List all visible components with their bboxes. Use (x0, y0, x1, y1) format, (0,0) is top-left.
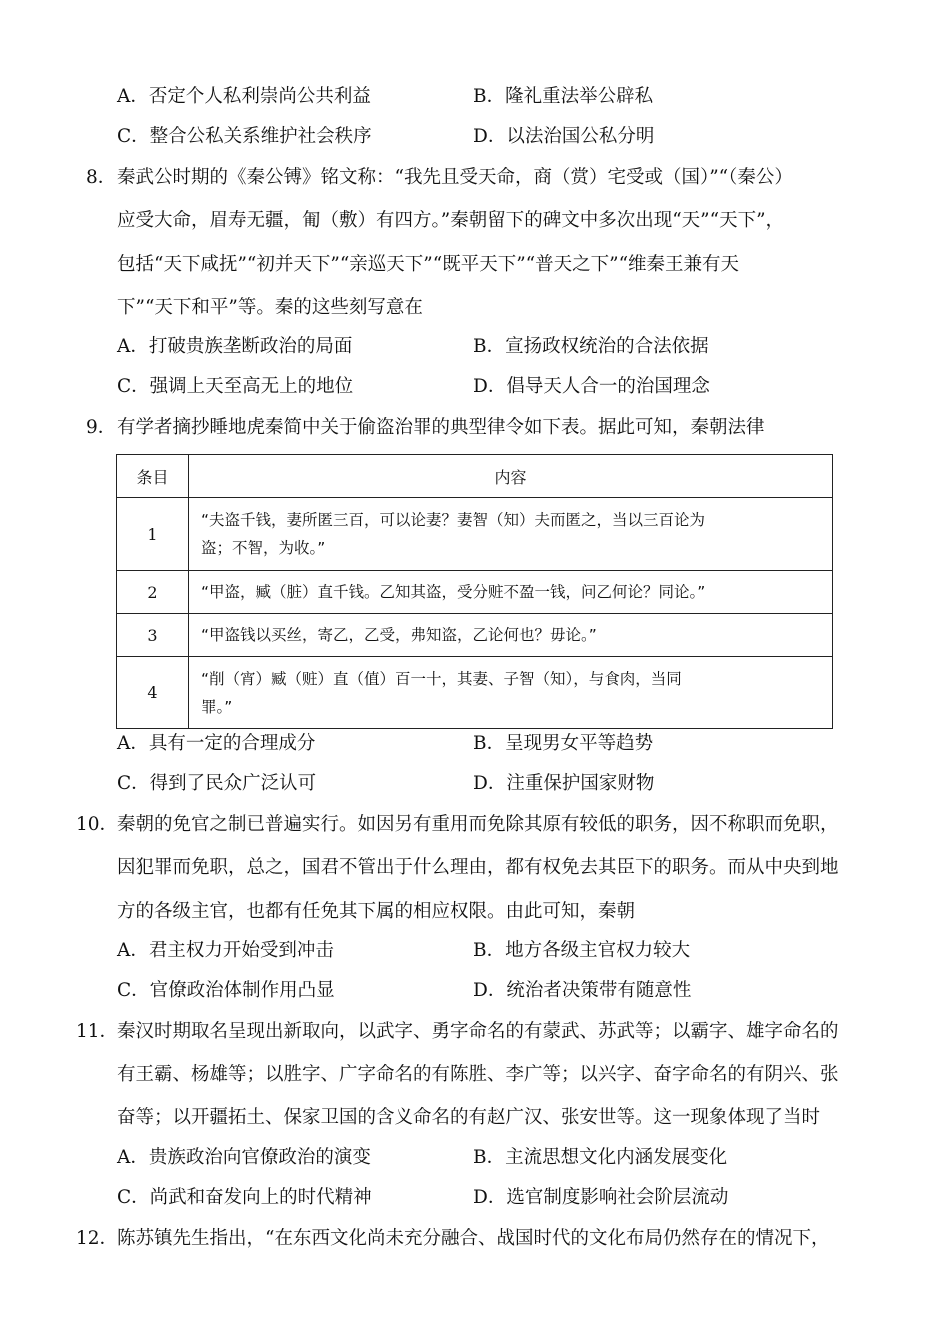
table-header-content: 内容 (189, 455, 833, 498)
q7-option-b: B．隆礼重法举公辟私 (473, 86, 654, 107)
q11-text-line: 秦汉时期取名呈现出新取向，以武字、勇字命名的有蒙武、苏武等；以霸字、雄字命名的 (117, 1021, 839, 1042)
q7-option-c: C．整合公私关系维护社会秩序 (117, 126, 372, 147)
q8-option-d: D．倡导天人合一的治国理念 (473, 376, 710, 397)
q10-text-line: 方的各级主官，也都有任免其下属的相应权限。由此可知，秦朝 (117, 901, 636, 922)
table-row (117, 614, 833, 657)
q8-text-line: 下”“天下和平”等。秦的这些刻写意在 (117, 297, 423, 318)
q8-text-line: 包括“天下咸抚”“初并天下”“亲巡天下”“既平天下”“普天之下”“维秦王兼有天 (117, 254, 740, 275)
table-header-item: 条目 (117, 455, 189, 498)
table-cell-num: 2 (117, 571, 189, 614)
q11-text-line: 奋等；以开疆拓土、保家卫国的含义命名的有赵广汉、张安世等。这一现象体现了当时 (117, 1107, 821, 1128)
q9-option-a: A．具有一定的合理成分 (117, 733, 316, 754)
table-header-row (117, 455, 833, 498)
q7-option-a: A．否定个人私利崇尚公共利益 (117, 86, 371, 107)
law-table (116, 454, 833, 729)
q12-text-line: 陈苏镇先生指出，“在东西文化尚未充分融合、战国时代的文化布局仍然存在的情况下， (117, 1228, 830, 1249)
table-row (117, 657, 833, 729)
q8-number: 8． (86, 167, 117, 188)
table-cell-content (189, 571, 833, 614)
q9-number: 9． (86, 417, 117, 438)
q12-number: 12． (76, 1228, 119, 1249)
q10-option-b: B．地方各级主官权力较大 (473, 940, 691, 961)
q10-option-c: C．官僚政治体制作用凸显 (117, 980, 335, 1001)
q8-option-a: A．打破贵族垄断政治的局面 (117, 336, 353, 357)
q10-number: 10． (76, 814, 119, 835)
table-cell-line: “甲盗，臧（脏）直千钱。乙知其盗，受分赃不盈一钱，问乙何论？同论。” (201, 583, 706, 601)
table-cell-line: “夫盗千钱，妻所匿三百，可以论妻？妻智（知）夫而匿之，当以三百论为 (201, 511, 706, 529)
q9-text-line: 有学者摘抄睡地虎秦简中关于偷盗治罪的典型律令如下表。据此可知，秦朝法律 (117, 417, 765, 438)
table-row (117, 498, 833, 571)
table-cell-num: 3 (117, 614, 189, 657)
q11-number: 11． (76, 1021, 119, 1042)
q10-option-d: D．统治者决策带有随意性 (473, 980, 692, 1001)
q8-option-c: C．强调上天至高无上的地位 (117, 376, 354, 397)
table-cell-line: “削（宵）臧（赃）直（值）百一十，其妻、子智（知），与食肉，当同 (201, 669, 682, 688)
q9-option-d: D．注重保护国家财物 (473, 773, 655, 794)
q11-option-c: C．尚武和奋发向上的时代精神 (117, 1187, 372, 1208)
q10-text-line: 因犯罪而免职，总之，国君不管出于什么理由，都有权免去其臣下的职务。而从中央到地 (117, 857, 839, 878)
table-cell-line: 盗；不智，为收。” (201, 539, 326, 557)
table-cell-line: 罪。” (201, 697, 233, 716)
q11-option-d: D．选官制度影响社会阶层流动 (473, 1187, 729, 1208)
q11-option-b: B．主流思想文化内涵发展变化 (473, 1147, 728, 1168)
table-cell-content (189, 657, 833, 729)
q11-text-line: 有王霸、杨雄等；以胜字、广字命名的有陈胜、李广等；以兴字、奋字命名的有阴兴、张 (117, 1064, 839, 1085)
q7-option-d: D．以法治国公私分明 (473, 126, 655, 147)
q10-text-line: 秦朝的免官之制已普遍实行。如因另有重用而免除其原有较低的职务，因不称职而免职， (117, 814, 839, 835)
q9-option-b: B．呈现男女平等趋势 (473, 733, 654, 754)
q8-text-line: 秦武公时期的《秦公镈》铭文称：“我先且受天命，商（赏）宅受或（国）”“（秦公） (117, 167, 793, 188)
q9-option-c: C．得到了民众广泛认可 (117, 773, 317, 794)
table-cell-line: “甲盗钱以买丝，寄乙，乙受，弗知盗，乙论何也？毋论。” (201, 626, 597, 644)
q8-option-b: B．宣扬政权统治的合法依据 (473, 336, 709, 357)
q11-option-a: A．贵族政治向官僚政治的演变 (117, 1147, 371, 1168)
table-cell-content (189, 498, 833, 571)
table-cell-content (189, 614, 833, 657)
q8-text-line: 应受大命，眉寿无疆，匍（敷）有四方。”秦朝留下的碑文中多次出现“天”“天下”， (117, 210, 785, 231)
table-cell-num: 1 (117, 498, 189, 571)
table-row (117, 571, 833, 614)
q10-option-a: A．君主权力开始受到冲击 (117, 940, 334, 961)
table-cell-num: 4 (117, 657, 189, 729)
